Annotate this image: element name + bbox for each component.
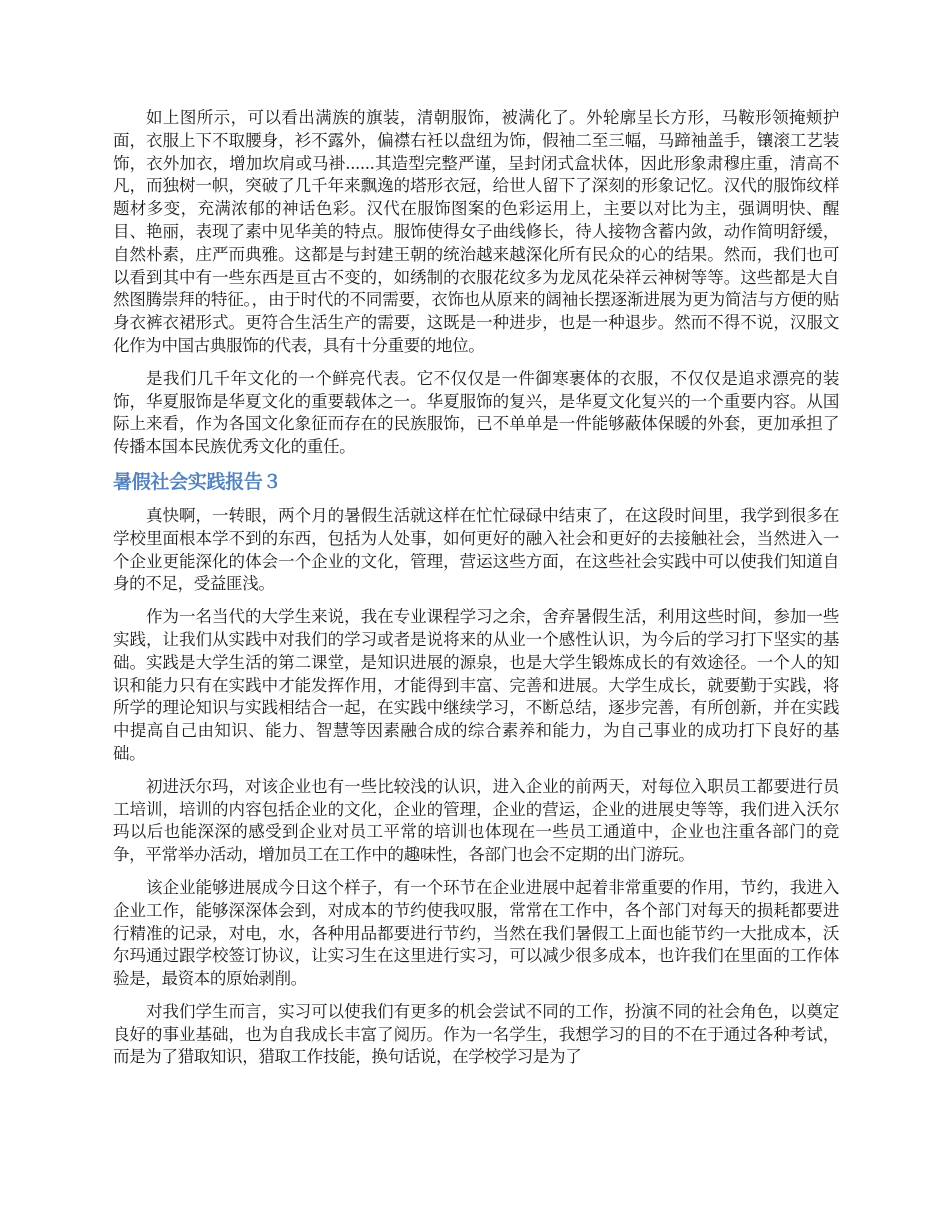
paragraph: 该企业能够进展成今日这个样子，有一个环节在企业进展中起着非常重要的作用，节约，我进入企业工作，能够深深体会到，对成本的节约使我叹服，常常在工作中，各个部门对每天的损耗都要进行精准的记录，对电，水，各种用品都要进行节约，当然在我们暑假工上面也能节约一大批成本，沃尔玛通过跟学校签订协议，让实习生在这里进行实习，可以减少很多成本，也许我们在里面的工作体验是，最资本的原始剥削。 — [113, 877, 839, 989]
document-page — [113, 107, 839, 1079]
paragraph: 是我们几千年文化的一个鲜亮代表。它不仅仅是一件御寒裹体的衣服，不仅仅是追求漂亮的装饰，华夏服饰是华夏文化的重要载体之一。华夏服饰的复兴，是华夏文化复兴的一个重要内容。从国际上来看，作为各国文化象征而存在的民族服饰，已不单单是一件能够蔽体保暖的外套，更加承担了传播本国本民族优秀文化的重任。 — [113, 368, 839, 457]
paragraph: 初进沃尔玛，对该企业也有一些比较浅的认识，进入企业的前两天，对每位入职员工都要进行员工培训，培训的内容包括企业的文化，企业的管理，企业的营运，企业的进展史等等，我们进入沃尔玛以后也能深深的感受到企业对员工平常的培训也体现在一些员工通道中，企业也注重各部门的竞争，平常举办活动，增加员工在工作中的趣味性，各部门也会不定期的出门游玩。 — [113, 776, 839, 865]
paragraph: 如上图所示，可以看出满族的旗装，清朝服饰，被满化了。外轮廓呈长方形，马鞍形领掩颊护面，衣服上下不取腰身，衫不露外，偏襟右衽以盘纽为饰，假袖二至三幅，马蹄袖盖手，镶滚工艺装饰，衣外加衣，增加坎肩或马褂......其造型完整严谨，呈封闭式盒状体，因此形象肃穆庄重，清高不凡，而独树一帜，突破了几千年来飘逸的塔形衣冠，给世人留下了深刻的形象记忆。汉代的服饰纹样题材多变，充满浓郁的神话色彩。汉代在服饰图案的色彩运用上，主要以对比为主，强调明快、醒目、艳丽，表现了素中见华美的特点。服饰使得女子曲线修长，待人接物含蓄内敛，动作简明舒缓，自然朴素，庄严而典雅。这都是与封建王朝的统治越来越深化所有民众的心的结果。然而，我们也可以看到其中有一些东西是亘古不变的，如绣制的衣服花纹多为龙凤花朵祥云神树等等。这些都是大自然图腾崇拜的特征。，由于时代的不同需要，衣饰也从原来的阔袖长摆逐渐进展为更为简洁与方便的贴身衣裤衣裙形式。更符合生活生产的需要，这既是一种进步，也是一种退步。然而不得不说，汉服文化作为中国古典服饰的代表，具有十分重要的地位。 — [113, 108, 839, 355]
paragraph: 作为一名当代的大学生来说，我在专业课程学习之余，舍弃暑假生活，利用这些时间，参加一些实践，让我们从实践中对我们的学习或者是说将来的从业一个感性认识，为今后的学习打下坚实的基础。实践是大学生活的第二课堂，是知识进展的源泉，也是大学生锻炼成长的有效途径。一个人的知识和能力只有在实践中才能发挥作用，才能得到丰富、完善和进展。大学生成长，就要勤于实践，将所学的理论知识与实践相结合一起，在实践中继续学习，不断总结，逐步完善，有所创新，并在实践中提高自己由知识、能力、智慧等因素融合成的综合素养和能力，为自己事业的成功打下良好的基础。 — [113, 607, 839, 763]
paragraph: 真快啊，一转眼，两个月的暑假生活就这样在忙忙碌碌中结束了，在这段时间里，我学到很多在学校里面根本学不到的东西，包括为人处事，如何更好的融入社会和更好的去接触社会，当然进入一个企业更能深化的体会一个企业的文化，管理，营运这些方面，在这些社会实践中可以使我们知道自身的不足，受益匪浅。 — [113, 505, 839, 594]
paragraph: 对我们学生而言，实习可以使我们有更多的机会尝试不同的工作，扮演不同的社会角色，以奠定良好的事业基础，也为自我成长丰富了阅历。作为一名学生，我想学习的目的不在于通过各种考试，而是为了猎取知识，猎取工作技能，换句话说，在学校学习是为了 — [113, 1001, 839, 1067]
section-heading: 暑假社会实践报告３ — [113, 470, 282, 493]
